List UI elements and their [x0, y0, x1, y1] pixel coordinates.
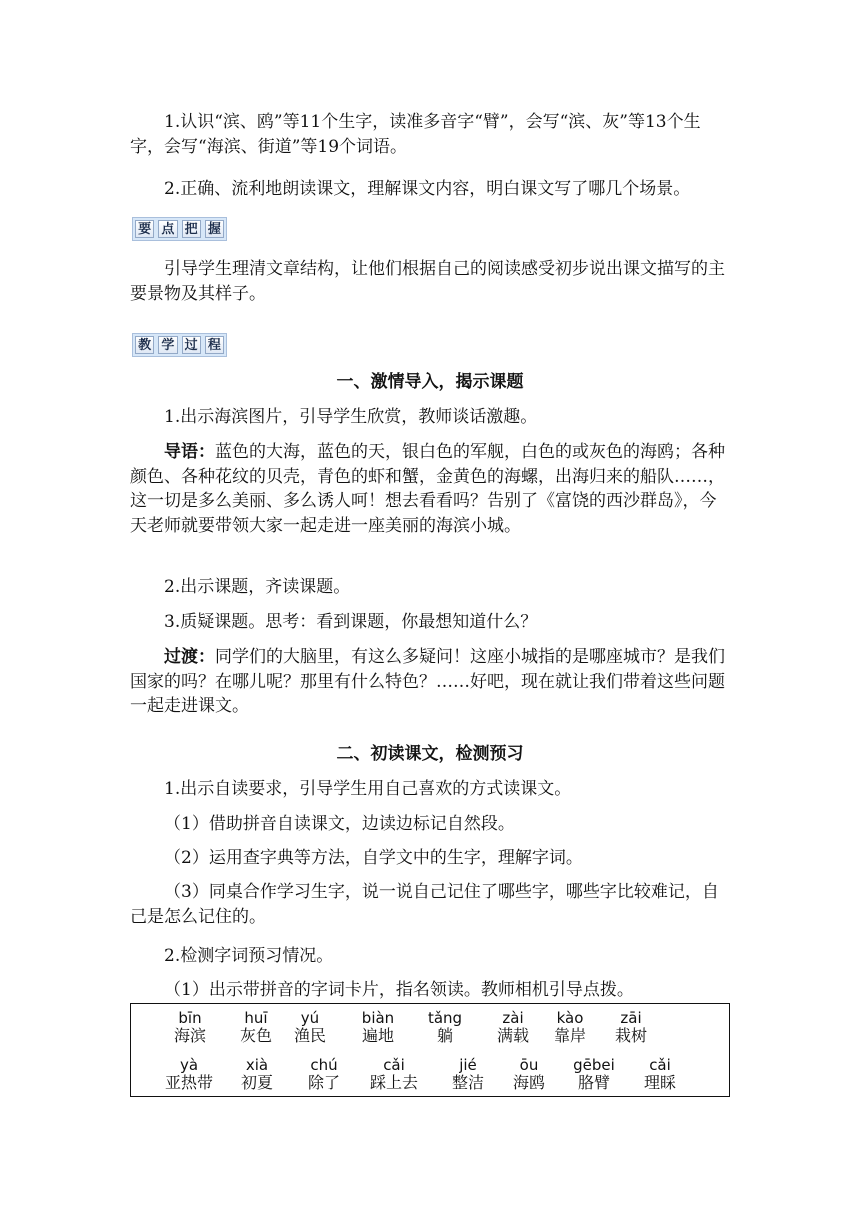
pinyin-text: yú — [300, 1009, 320, 1027]
word-text: 海滨 — [173, 1026, 206, 1045]
word-text: 亚热带 — [164, 1073, 213, 1092]
tag-char-1: 要 — [135, 220, 154, 238]
word-text: 初夏 — [240, 1073, 273, 1092]
word-text: 除了 — [307, 1073, 340, 1092]
word-text: 渔民 — [293, 1026, 326, 1045]
word-card — [296, 1057, 352, 1091]
section-tag-key-points — [132, 217, 227, 241]
part2-sub4: （1）出示带拼音的字词卡片，指名领读。教师相机引导点拨。 — [164, 980, 634, 1000]
transition-text: 同学们的大脑里，有这么多疑问！这座小城指的是哪座城市？是我们国家的吗？在哪儿呢？那里有什么特色？……好吧，现在就让我们带着这些问题一起走进课文。 — [130, 647, 725, 717]
tag2-char-2: 学 — [158, 336, 177, 354]
pinyin-text: biàn — [361, 1009, 395, 1027]
guide-paragraph — [130, 440, 730, 539]
pinyin-text: cǎi — [383, 1056, 405, 1074]
word-text: 遍地 — [361, 1026, 394, 1045]
tag2-char-3: 过 — [182, 336, 201, 354]
word-card — [483, 1010, 543, 1044]
tag-char-4: 握 — [205, 220, 224, 238]
objective-1: 1.认识“滨、鸥”等11个生字，读准多音字“臂”，会写“滨、灰”等13个生字，会写“海滨、街道”等19个词语。 — [130, 112, 701, 157]
part2-step1: 1.出示自读要求，引导学生用自己喜欢的方式读课文。 — [164, 779, 572, 799]
word-card — [601, 1010, 661, 1044]
word-card — [345, 1010, 411, 1044]
pinyin-text: tǎng — [427, 1009, 463, 1027]
tag-char-2: 点 — [158, 220, 177, 238]
word-text: 海鸥 — [512, 1073, 545, 1092]
word-card — [561, 1057, 627, 1091]
word-text: 灰色 — [239, 1026, 272, 1045]
word-text: 满载 — [496, 1026, 529, 1045]
word-text: 躺 — [436, 1026, 453, 1045]
pinyin-text: cǎi — [649, 1056, 671, 1074]
section-tag-teaching-process — [132, 333, 227, 357]
word-card — [541, 1010, 599, 1044]
tag-char-3: 把 — [182, 220, 201, 238]
word-card — [285, 1010, 335, 1044]
key-point-paragraph: 引导学生理清文章结构，让他们根据自己的阅读感受初步说出课文描写的主要景物及其样子。 — [130, 259, 725, 304]
guide-label: 导语： — [164, 442, 215, 462]
tag2-char-1: 教 — [135, 336, 154, 354]
word-text: 整洁 — [451, 1073, 484, 1092]
word-row-1 — [131, 1010, 729, 1044]
pinyin-text: zài — [502, 1009, 524, 1027]
word-card — [164, 1057, 214, 1091]
part1-title: 一、激情导入，揭示课题 — [336, 372, 524, 392]
word-card — [421, 1010, 469, 1044]
pinyin-text: jié — [459, 1056, 477, 1074]
pinyin-text: gēbei — [573, 1056, 615, 1074]
transition-paragraph — [130, 645, 730, 719]
word-card — [164, 1010, 216, 1044]
word-card-table — [130, 1003, 730, 1097]
part2-sub3: （3）同桌合作学习生字，说一说自己记住了哪些字，哪些字比较难记，自己是怎么记住的。 — [130, 882, 719, 927]
transition-label: 过渡： — [164, 647, 215, 667]
guide-text: 蓝色的大海，蓝色的天，银白色的军舰，白色的或灰色的海鸥；各种颜色、各种花纹的贝壳，青色的虾和蟹，金黄色的海螺，出海归来的船队……，这一切是多么美丽、多么诱人呵！想去看看吗？告别了《富饶的西沙群岛》，今天老师就要带领大家一起走进一座美丽的海滨小城。 — [130, 442, 725, 536]
pinyin-text: bīn — [178, 1009, 202, 1027]
word-text: 胳臂 — [577, 1073, 610, 1092]
word-text: 理睬 — [643, 1073, 676, 1092]
pinyin-text: ōu — [519, 1056, 539, 1074]
pinyin-text: zāi — [620, 1009, 642, 1027]
word-card — [503, 1057, 555, 1091]
pinyin-text: kào — [556, 1009, 584, 1027]
word-text: 踩上去 — [369, 1073, 418, 1092]
part2-sub1: （1）借助拼音自读课文，边读边标记自然段。 — [164, 814, 515, 834]
part1-step1: 1.出示海滨图片，引导学生欣赏，教师谈话激趣。 — [164, 407, 538, 427]
pinyin-text: xià — [245, 1056, 269, 1074]
part1-step3: 3.质疑课题。思考：看到课题，你最想知道什么？ — [164, 612, 538, 632]
pinyin-text: chú — [310, 1056, 338, 1074]
tag2-char-4: 程 — [205, 336, 224, 354]
part2-sub2: （2）运用查字典等方法，自学文中的生字，理解字词。 — [164, 848, 583, 868]
word-row-2 — [131, 1057, 729, 1091]
word-text: 靠岸 — [553, 1026, 586, 1045]
word-card — [229, 1057, 285, 1091]
pinyin-text: huī — [244, 1009, 268, 1027]
objective-2: 2.正确、流利地朗读课文，理解课文内容，明白课文写了哪几个场景。 — [164, 179, 691, 199]
word-card — [357, 1057, 431, 1091]
word-card — [226, 1010, 286, 1044]
word-card — [631, 1057, 689, 1091]
part1-step2: 2.出示课题，齐读课题。 — [164, 577, 351, 597]
part2-step2: 2.检测字词预习情况。 — [164, 946, 334, 966]
part2-title: 二、初读课文，检测预习 — [336, 744, 524, 764]
word-card — [444, 1057, 492, 1091]
word-text: 栽树 — [614, 1026, 647, 1045]
pinyin-text: yà — [179, 1056, 199, 1074]
